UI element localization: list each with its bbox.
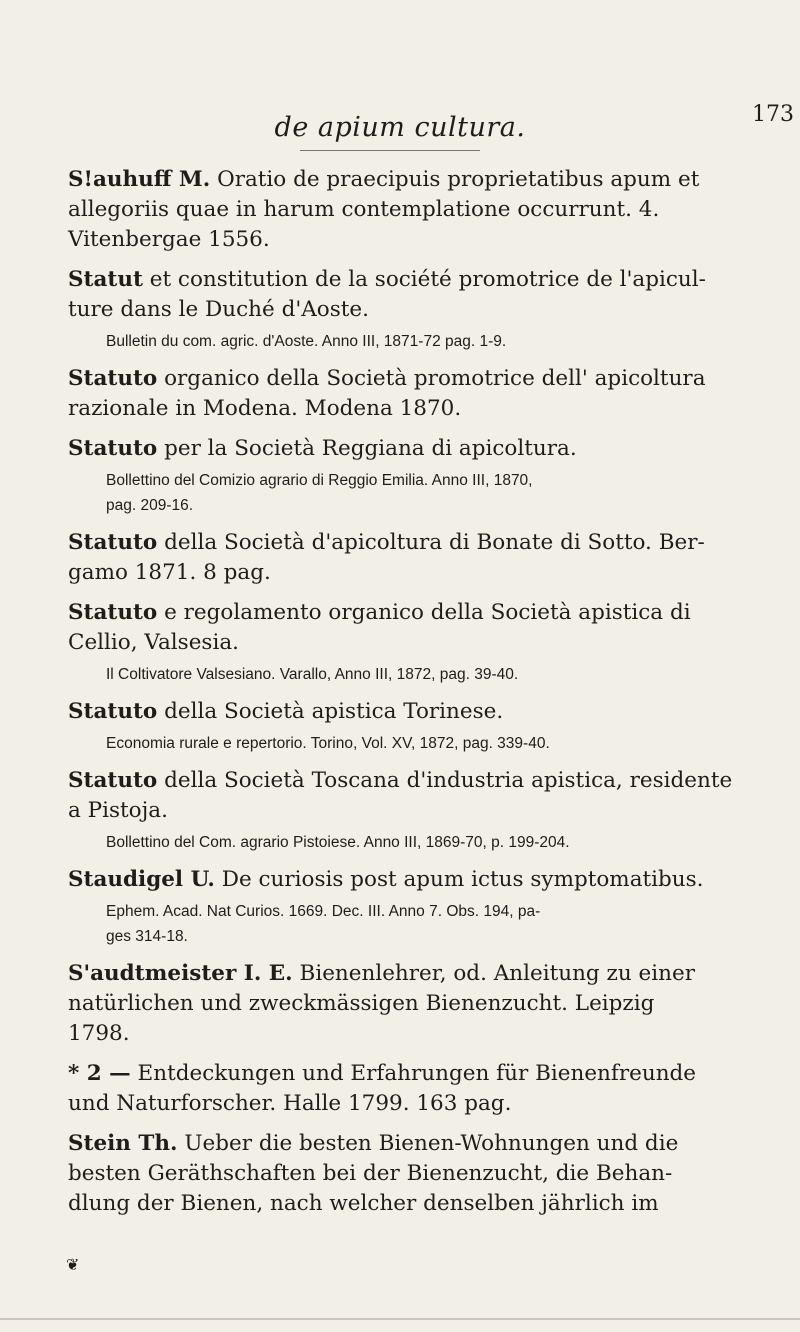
- bibliography-entry: [68, 959, 758, 1059]
- bibliography-entry: [68, 364, 758, 434]
- entry-line: [68, 1089, 758, 1119]
- entry-text: gamo 1871. 8 pag.: [68, 560, 271, 585]
- entry-line: [68, 165, 758, 195]
- entry-line: [68, 528, 758, 558]
- header-rule: [300, 150, 480, 151]
- entry-text: Bienenlehrer, od. Anleitung zu einer: [299, 961, 695, 986]
- entry-line: [68, 364, 758, 394]
- entry-author: Staudigel U.: [68, 867, 215, 892]
- entry-text: della Società d'apicoltura di Bonate di Sotto. Ber-: [164, 530, 705, 555]
- entry-line: [68, 697, 758, 727]
- entry-line: [68, 1189, 758, 1219]
- entry-line: [68, 1159, 758, 1189]
- entry-text: Vitenbergae 1556.: [68, 227, 270, 252]
- entry-author: * 2 —: [68, 1061, 131, 1086]
- entry-line: [68, 766, 758, 796]
- entry-line: [68, 434, 758, 464]
- entry-line: [68, 265, 758, 295]
- entry-line: [68, 796, 758, 826]
- bibliography-entry: [68, 697, 758, 766]
- entry-line: [68, 1129, 758, 1159]
- entry-text: dlung der Bienen, nach welcher denselben jährlich im: [68, 1191, 659, 1216]
- entry-text: Cellio, Valsesia.: [68, 630, 239, 655]
- entry-line: [68, 865, 758, 895]
- entry-text: besten Geräthschaften bei der Bienenzucht, die Behan-: [68, 1161, 673, 1186]
- running-title: de apium cultura.: [274, 112, 526, 143]
- entry-text: natürlichen und zweckmässigen Bienenzucht. Leipzig: [68, 991, 655, 1016]
- entry-text: organico della Società promotrice dell' apicoltura: [164, 366, 706, 391]
- source-note: ges 314-18.: [106, 928, 188, 945]
- bibliography-entry: [68, 865, 758, 959]
- entry-line: [68, 394, 758, 424]
- entry-author: Statuto: [68, 436, 158, 461]
- entry-text: 1798.: [68, 1021, 130, 1046]
- source-note: Economia rurale e repertorio. Torino, Vol. XV, 1872, pag. 339-40.: [106, 735, 550, 752]
- entry-author: Statuto: [68, 366, 158, 391]
- entry-text: et constitution de la société promotrice de l'apicul-: [149, 267, 706, 292]
- entry-line: [68, 989, 758, 1019]
- entry-author: Statuto: [68, 768, 158, 793]
- entry-line: [68, 628, 758, 658]
- source-note: Ephem. Acad. Nat Curios. 1669. Dec. III. Anno 7. Obs. 194, pa-: [106, 903, 541, 920]
- entry-line: [68, 1019, 758, 1049]
- source-note: Bollettino del Comizio agrario di Reggio Emilia. Anno III, 1870,: [106, 472, 533, 489]
- entry-author: Statuto: [68, 530, 158, 555]
- bibliography-entries: [68, 165, 758, 1229]
- entry-line: [68, 558, 758, 588]
- entry-line: [68, 598, 758, 628]
- entry-text: della Società apistica Torinese.: [164, 699, 504, 724]
- entry-author: Stein Th.: [68, 1131, 178, 1156]
- source-note: Il Coltivatore Valsesiano. Varallo, Anno III, 1872, pag. 39-40.: [106, 666, 519, 683]
- entry-text: per la Società Reggiana di apicoltura.: [164, 436, 577, 461]
- bibliography-entry: [68, 1059, 758, 1129]
- entry-line: [68, 959, 758, 989]
- entry-author: Statut: [68, 267, 143, 292]
- entry-text: allegoriis quae in harum contemplatione occurrunt. 4.: [68, 197, 660, 222]
- entry-text: Ueber die besten Bienen-Wohnungen und die: [184, 1131, 679, 1156]
- entry-text: della Società Toscana d'industria apistica, residente: [164, 768, 733, 793]
- source-note: pag. 209-16.: [106, 497, 194, 514]
- bibliography-entry: [68, 265, 758, 364]
- entry-text: e regolamento organico della Società apistica di: [164, 600, 691, 625]
- entry-text: Oratio de praecipuis proprietatibus apum et: [217, 167, 700, 192]
- bibliography-entry: [68, 1129, 758, 1229]
- entry-author: S'audtmeister I. E.: [68, 961, 293, 986]
- entry-author: Statuto: [68, 699, 158, 724]
- entry-author: S!auhuff M.: [68, 167, 211, 192]
- bibliography-entry: [68, 766, 758, 865]
- source-note: Bollettino del Com. agrario Pistoiese. Anno III, 1869-70, p. 199-204.: [106, 834, 570, 851]
- entry-text: und Naturforscher. Halle 1799. 163 pag.: [68, 1091, 512, 1116]
- source-note: Bulletin du com. agric. d'Aoste. Anno III, 1871-72 pag. 1-9.: [106, 333, 507, 350]
- page-number: 173: [752, 102, 794, 127]
- bibliography-entry: [68, 434, 758, 528]
- entry-line: [68, 195, 758, 225]
- entry-text: ture dans le Duché d'Aoste.: [68, 297, 369, 322]
- bibliography-entry: [68, 165, 758, 265]
- bibliography-entry: [68, 528, 758, 598]
- ink-mark: ❦: [66, 1255, 80, 1274]
- page-edge: [0, 1318, 800, 1320]
- entry-text: Entdeckungen und Erfahrungen für Bienenfreunde: [137, 1061, 697, 1086]
- bibliography-entry: [68, 598, 758, 697]
- entry-text: razionale in Modena. Modena 1870.: [68, 396, 462, 421]
- entry-line: [68, 295, 758, 325]
- entry-line: [68, 1059, 758, 1089]
- entry-text: a Pistoja.: [68, 798, 168, 823]
- entry-text: De curiosis post apum ictus symptomatibus.: [221, 867, 704, 892]
- entry-line: [68, 225, 758, 255]
- entry-author: Statuto: [68, 600, 158, 625]
